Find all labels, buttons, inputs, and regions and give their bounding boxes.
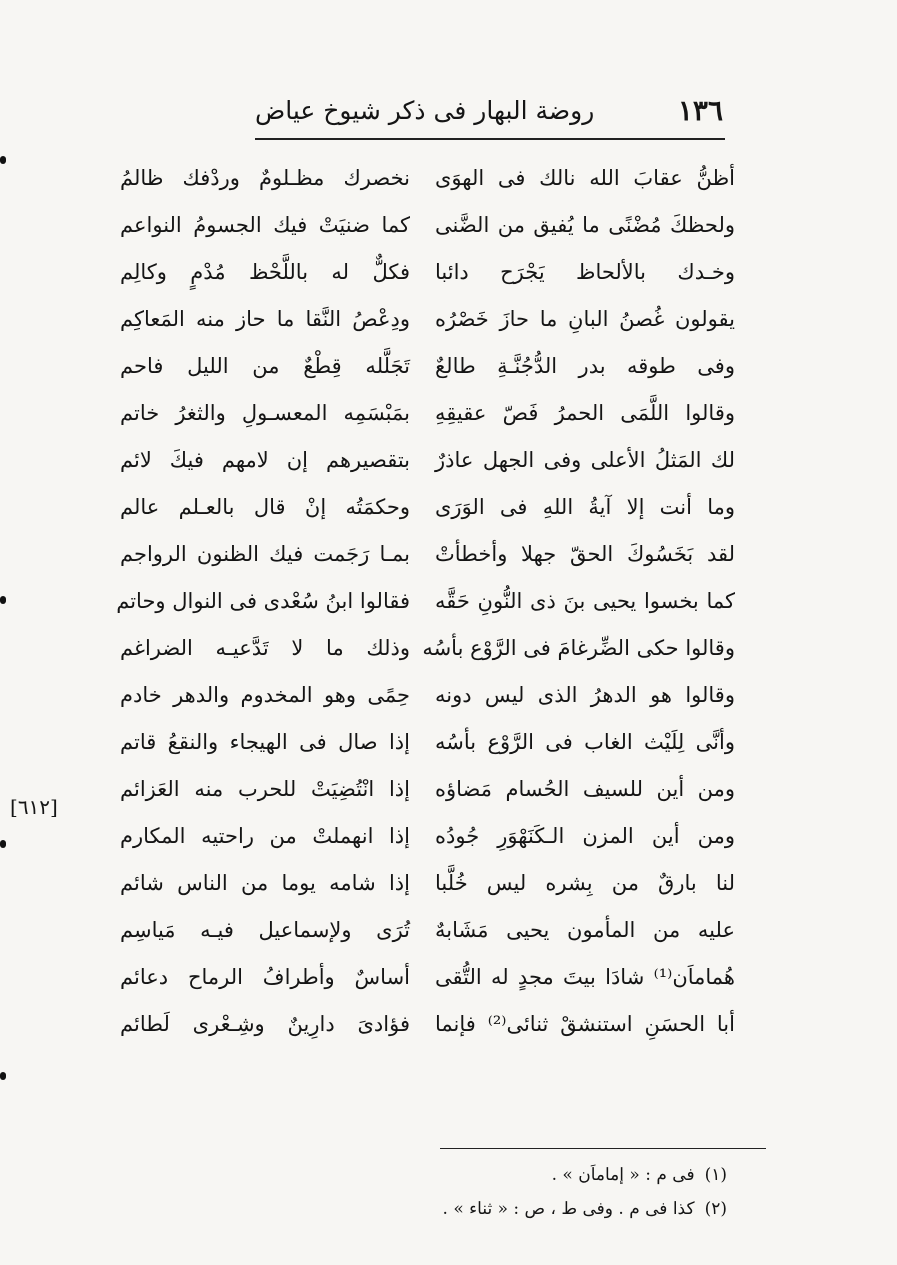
first-hemistich: وفى طوقه بدر الدُّجُنَّـةِ طالعٌ xyxy=(435,354,735,378)
first-hemistich: وما أنت إلا آيةُ اللهِ فى الوَرَى xyxy=(435,495,735,519)
verse-line xyxy=(120,719,735,766)
footnotes xyxy=(257,1158,727,1226)
first-hemistich: عليه من المأمون يحيى مَشَابهٌ xyxy=(435,918,735,942)
first-hemistich: وقالوا هو الدهرُ الذى ليس دونه xyxy=(435,683,735,707)
scan-mark xyxy=(0,596,6,604)
verse-line xyxy=(120,484,735,531)
verse-line xyxy=(116,578,735,625)
first-hemistich: وقالوا حكى الضِّرغامَ فى الرَّوْع بأسُه xyxy=(422,636,735,660)
verse-line xyxy=(120,766,735,813)
first-hemistich: ولحظكَ مُضْنًى ما يُفيق من الضَّنى xyxy=(435,213,735,237)
footnote-rule xyxy=(440,1148,766,1149)
second-hemistich: فقالوا ابنُ سُعْدى فى النوال وحاتم xyxy=(116,589,410,613)
second-hemistich: حِمًى وهو المخدوم والدهر خادم xyxy=(120,683,410,707)
verse-line xyxy=(120,625,735,672)
second-hemistich: وحكمَتُه إنْ قال بالعـلم عالم xyxy=(120,495,410,519)
second-hemistich: كما ضنيَتْ فيك الجسومُ النواعم xyxy=(120,213,410,237)
second-hemistich: بمـا رَجَمت فيك الظنون الرواجم xyxy=(120,542,410,566)
second-hemistich: نخصرك مظـلومٌ وردْفك ظالمُ xyxy=(120,166,410,190)
verse-line xyxy=(120,860,735,907)
verse-line xyxy=(120,672,735,719)
second-hemistich: إذا انهملتْ من راحتيه المكارم xyxy=(120,824,410,848)
footnote-text: كذا فى م . وفى ط ، ص : « ثناء » . xyxy=(442,1199,695,1219)
verse-line xyxy=(120,813,735,860)
first-hemistich: لقد بَخَسُوكَ الحقّ جهلا وأخطأتْ xyxy=(435,542,735,566)
verse-line xyxy=(120,531,735,578)
footnote-text: فى م : « إماماَن » . xyxy=(551,1165,695,1185)
scan-mark xyxy=(0,156,6,164)
second-hemistich: وذلك ما لا تَدَّعيـه الضراغم xyxy=(120,636,410,660)
second-hemistich: ودِعْصُ النَّقا ما حاز منه المَعاكِم xyxy=(120,307,410,331)
second-hemistich: تُرَى ولإسماعيل فيـه مَياسِم xyxy=(120,918,410,942)
footnote-1 xyxy=(257,1158,727,1192)
first-hemistich: وخـدك بالألحاظ يَجْرَح دائبا xyxy=(435,260,735,284)
second-hemistich: إذا انْتُضِيَتْ للحرب منه العَزائم xyxy=(120,777,410,801)
verse-line xyxy=(120,249,735,296)
second-hemistich: إذا صال فى الهيجاء والنقعُ قاتم xyxy=(120,730,410,754)
verse-line xyxy=(120,202,735,249)
second-hemistich: تَجَلَّله قِطْعٌ من الليل فاحم xyxy=(120,354,410,378)
verse-line xyxy=(120,437,735,484)
verse-line xyxy=(120,343,735,390)
first-hemistich: وقالوا اللَّمَى الحمرُ فَصّ عقيقِهِ xyxy=(435,401,735,425)
verse-line xyxy=(120,954,735,1001)
first-hemistich: ومن أين المزن الـكَنَهْوَرِ جُودُه xyxy=(435,824,735,848)
first-hemistich: لنا بارقٌ من بِشره ليس خُلَّبا xyxy=(435,871,735,895)
verse-line xyxy=(120,296,735,343)
header-rule xyxy=(255,138,725,140)
second-hemistich: أساسٌ وأطرافُ الرماح دعائم xyxy=(120,965,410,989)
first-hemistich: ومن أين للسيف الحُسام مَضاؤه xyxy=(435,777,735,801)
second-hemistich: بمَبْسَمِه المعسـولِ والثغرُ خاتم xyxy=(120,401,410,425)
scan-mark xyxy=(0,840,6,848)
second-hemistich: فكلٌّ له باللَّحْظ مُدْمٍ وكالِم xyxy=(120,260,410,284)
first-hemistich: كما بخسوا يحيى بنَ ذى النُّونِ حَقَّه xyxy=(435,589,735,613)
page-header xyxy=(255,94,723,134)
second-hemistich: بتقصيرهم إن لامهم فيكَ لائم xyxy=(120,448,410,472)
first-hemistich: لك المَثلُ الأعلى وفى الجهل عاذرٌ xyxy=(435,448,735,472)
verse-line xyxy=(120,1001,735,1048)
first-hemistich: أبا الحسَنِ استنشقْ ثنائى⁽²⁾ فإنما xyxy=(435,1012,735,1036)
first-hemistich: أظنُّ عقابَ الله نالك فى الهوَى xyxy=(435,166,735,190)
second-hemistich: فؤادىَ دارِينٌ وشِـعْرى لَطائم xyxy=(120,1012,410,1036)
running-title: روضة البهار فى ذكر شيوخ عياض xyxy=(255,96,595,125)
page-number: ١٣٦ xyxy=(677,94,723,127)
verse-line xyxy=(120,390,735,437)
verse-line xyxy=(120,155,735,202)
first-hemistich: وأنَّى لِلَيْث الغاب فى الرَّوْع بأسُه xyxy=(435,730,735,754)
first-hemistich: هُماماَن⁽¹⁾ شادَا بيتَ مجدٍ له التُّقى xyxy=(435,965,735,989)
footnote-2 xyxy=(257,1192,727,1226)
poem xyxy=(116,155,735,1048)
footnote-number: (٢) xyxy=(704,1199,727,1219)
verse-line xyxy=(120,907,735,954)
first-hemistich: يقولون غُصنُ البانِ ما حازَ خَصْرُه xyxy=(435,307,735,331)
second-hemistich: إذا شامه يوما من الناس شائم xyxy=(120,871,410,895)
footnote-number: (١) xyxy=(704,1165,727,1185)
scan-mark xyxy=(0,1072,6,1080)
margin-reference: [٦١٢] xyxy=(10,795,58,819)
